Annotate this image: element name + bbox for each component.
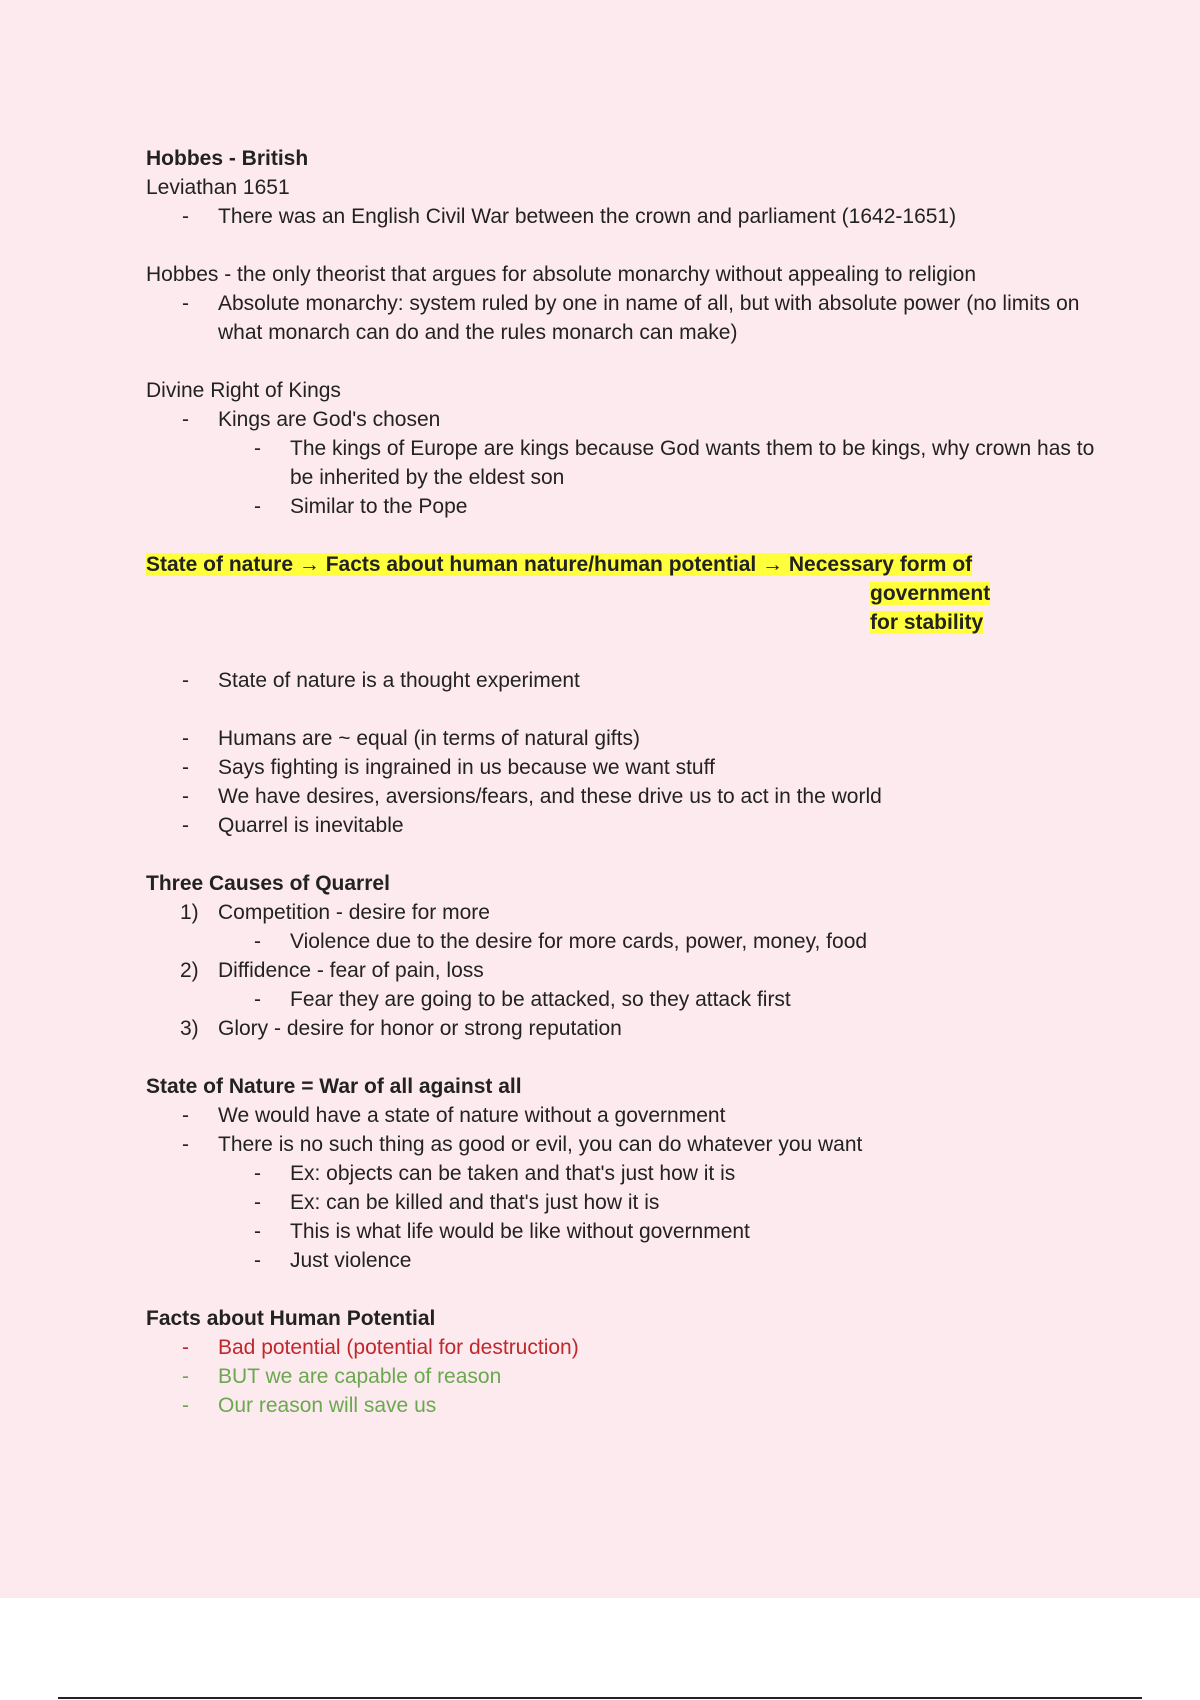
list-item: - The kings of Europe are kings because God wants them to be kings, why crown has to be inherited by the eldest son (146, 434, 1106, 492)
list-item: - Just violence (146, 1246, 1106, 1275)
bullet-dash: - (182, 1104, 189, 1127)
list-item: - This is what life would be like without government (146, 1217, 1106, 1246)
highlighted-flow-cont: government (870, 582, 991, 605)
hobbes-theorist-line: Hobbes - the only theorist that argues for absolute monarchy without appealing to religion (146, 263, 976, 286)
bullet-dash: - (254, 1191, 261, 1214)
list-item: 1) Competition - desire for more (146, 898, 1106, 927)
bullet-dash: - (182, 814, 189, 837)
list-item: - State of nature is a thought experiment (146, 666, 1106, 695)
bullet-dash: - (254, 1220, 261, 1243)
heading-quarrel: Three Causes of Quarrel (146, 872, 390, 895)
list-number: 3) (180, 1017, 199, 1040)
bullet-dash: - (182, 669, 189, 692)
bullet-dash: - (182, 727, 189, 750)
list-item: 2) Diffidence - fear of pain, loss (146, 956, 1106, 985)
list-item: - BUT we are capable of reason (146, 1362, 1106, 1391)
list-number: 2) (180, 959, 199, 982)
bullet-dash: - (254, 988, 261, 1011)
leviathan-line: Leviathan 1651 (146, 176, 290, 199)
bullet-dash: - (182, 1133, 189, 1156)
list-item: - We have desires, aversions/fears, and these drive us to act in the world (146, 782, 1106, 811)
divine-right-heading: Divine Right of Kings (146, 379, 341, 402)
list-item: 3) Glory - desire for honor or strong reputation (146, 1014, 1106, 1043)
list-item: - There was an English Civil War between the crown and parliament (1642-1651) (146, 202, 1106, 231)
bullet-dash: - (182, 756, 189, 779)
bullet-dash: - (254, 1249, 261, 1272)
list-item: - Violence due to the desire for more cards, power, money, food (146, 927, 1106, 956)
heading-war: State of Nature = War of all against all (146, 1075, 522, 1098)
bullet-dash: - (182, 205, 189, 228)
list-item: - Our reason will save us (146, 1391, 1106, 1420)
list-item: - There is no such thing as good or evil, you can do whatever you want (146, 1130, 1106, 1159)
list-item: - Quarrel is inevitable (146, 811, 1106, 840)
bullet-dash: - (254, 437, 261, 460)
list-item: - Kings are God's chosen (146, 405, 1106, 434)
list-item: - Humans are ~ equal (in terms of natural gifts) (146, 724, 1106, 753)
list-item: - Similar to the Pope (146, 492, 1106, 521)
footer-divider (58, 1697, 1142, 1699)
bullet-dash: - (254, 1162, 261, 1185)
list-item: - Says fighting is ingrained in us because we want stuff (146, 753, 1106, 782)
list-item: - Ex: objects can be taken and that's just how it is (146, 1159, 1106, 1188)
list-item: - Absolute monarchy: system ruled by one in name of all, but with absolute power (no limits on what monarch can do and the rules monarch can make) (146, 289, 1106, 347)
bullet-dash: - (182, 292, 189, 315)
bullet-dash: - (182, 1394, 189, 1417)
highlighted-flow-cont: for stability (870, 611, 984, 634)
heading-hobbes: Hobbes - British (146, 147, 309, 170)
heading-potential: Facts about Human Potential (146, 1307, 436, 1330)
bullet-dash: - (254, 495, 261, 518)
bullet-dash: - (182, 785, 189, 808)
highlighted-flow: State of nature → Facts about human nature/human potential → Necessary form of (146, 553, 973, 576)
bullet-dash: - (182, 1365, 189, 1388)
bullet-dash: - (182, 408, 189, 431)
list-item: - Fear they are going to be attacked, so they attack first (146, 985, 1106, 1014)
list-item: - Bad potential (potential for destruction) (146, 1333, 1106, 1362)
bullet-dash: - (182, 1336, 189, 1359)
list-item: - Ex: can be killed and that's just how it is (146, 1188, 1106, 1217)
bullet-dash: - (254, 930, 261, 953)
notes-content (146, 144, 1106, 1420)
list-number: 1) (180, 901, 199, 924)
list-item: - We would have a state of nature without a government (146, 1101, 1106, 1130)
